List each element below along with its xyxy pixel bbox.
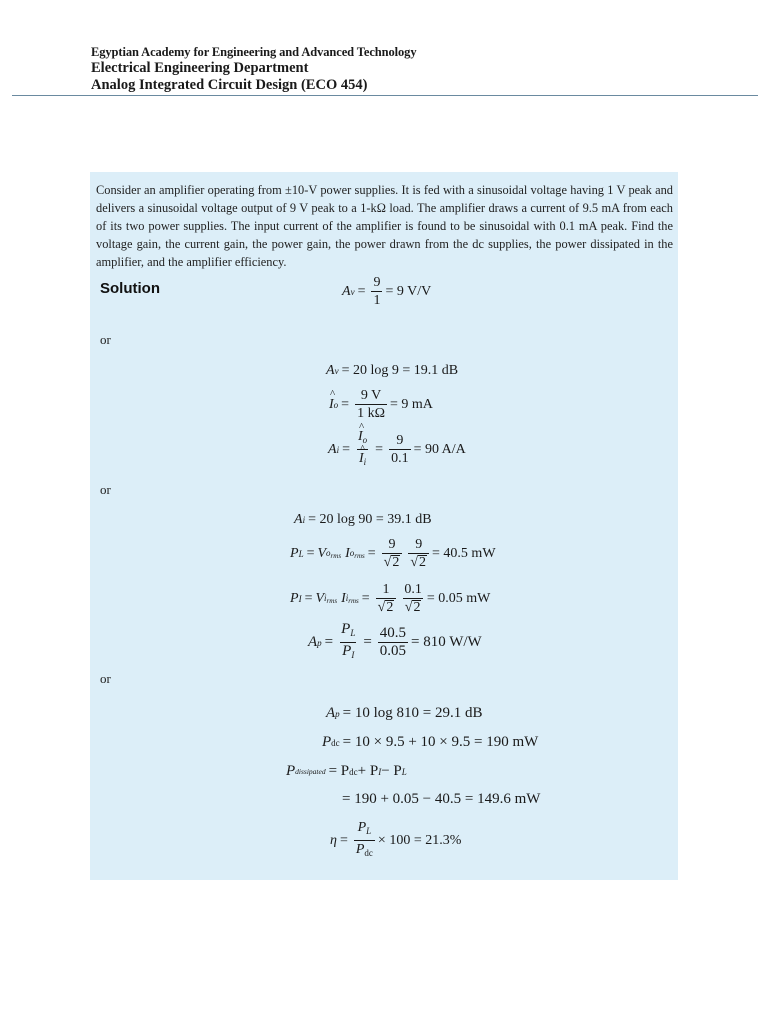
fraction: $\frac{P_L}{P_I}$	[339, 622, 357, 663]
eq-current-gain-db: A i = 20 log 90 = 39.1 dB	[294, 512, 432, 527]
eq-efficiency: η = $\frac{P_L}{P_{dc}}$ × 100 = 21.3%	[330, 820, 461, 861]
eq-dissipated-power: P dissipated = P dc + P I − P L	[286, 763, 407, 779]
fraction: $\frac{9}{1}$	[373, 275, 381, 308]
eq-load-power: P L = V $o_{rms}$ I $o_{rms}$ = 9 √ 2 9 √ 2 = 40.5 mW	[290, 537, 496, 570]
header-divider	[12, 95, 758, 96]
fraction: 9 √ 2	[382, 537, 403, 570]
problem-panel	[90, 172, 678, 880]
eq-dc-power: P dc = 10 × 9.5 + 10 × 9.5 = 190 mW	[322, 734, 539, 750]
course-title: Analog Integrated Circuit Design (ECO 454)	[91, 76, 368, 93]
eq-power-gain-db: A p = 10 log 810 = 29.1 dB	[326, 705, 483, 721]
problem-statement: Consider an amplifier operating from ±10-V power supplies. It is fed with a sinusoidal voltage having 1 V peak and delivers a sinusoidal voltage output of 9 V peak to a 1-kΩ load. The amplifier draws a current of 9.5 mA from each of its two power supplies. The input current of the amplifier is found to be sinusoidal with 0.1 mA peak. Find the voltage gain, the current gain, the power gain, the power drawn from the dc supplies, the power dissipated in the amplifier, and the amplifier efficiency.	[96, 183, 673, 269]
or-label: or	[100, 482, 111, 497]
department-name: Electrical Engineering Department	[91, 59, 309, 76]
fraction: 9 √ 2	[408, 537, 429, 570]
or-label: or	[100, 332, 111, 347]
or-label: or	[100, 671, 111, 686]
eq-input-power: P I = V $i_{rms}$ I $i_{rms}$ = 1 √ 2 0.1 √ 2 = 0.05 mW	[290, 582, 491, 615]
document-header	[91, 45, 416, 94]
fraction: I ^ $_o$ I ^ $_i$	[356, 429, 369, 470]
fraction: $\frac{P_L}{P_{dc}}$	[354, 820, 375, 861]
eq-dissipated-value: = 190 + 0.05 − 40.5 = 149.6 mW	[342, 791, 541, 807]
fraction: $\frac{9 V}{1 k\Omega}$	[357, 388, 385, 421]
fraction: $\frac{9}{0.1}$	[391, 433, 409, 466]
eq-current-gain: A i = I ^ $_o$ I ^ $_i$ = $\frac{9}{0.1}$ = 90 A/A	[328, 429, 466, 470]
institution-name: Egyptian Academy for Engineering and Advanced Technology	[91, 45, 417, 59]
fraction: 1 √ 2	[376, 582, 397, 615]
eq-voltage-gain-db: A v = 20 log 9 = 19.1 dB	[326, 363, 459, 378]
solution-heading: Solution	[100, 280, 160, 297]
fraction: $\frac{40.5}{0.05}$	[379, 625, 407, 659]
fraction: 0.1 √ 2	[404, 582, 422, 615]
eq-power-gain: A p = $\frac{P_L}{P_I}$ = $\frac{40.5}{0.05}$ = 810 W/W	[308, 622, 482, 663]
eq-output-current: I ^ o = $\frac{9 V}{1 k\Omega}$ = 9 mA	[329, 387, 433, 421]
eq-voltage-gain: A v = $\frac{9}{1}$ = 9 V/V	[342, 275, 432, 308]
